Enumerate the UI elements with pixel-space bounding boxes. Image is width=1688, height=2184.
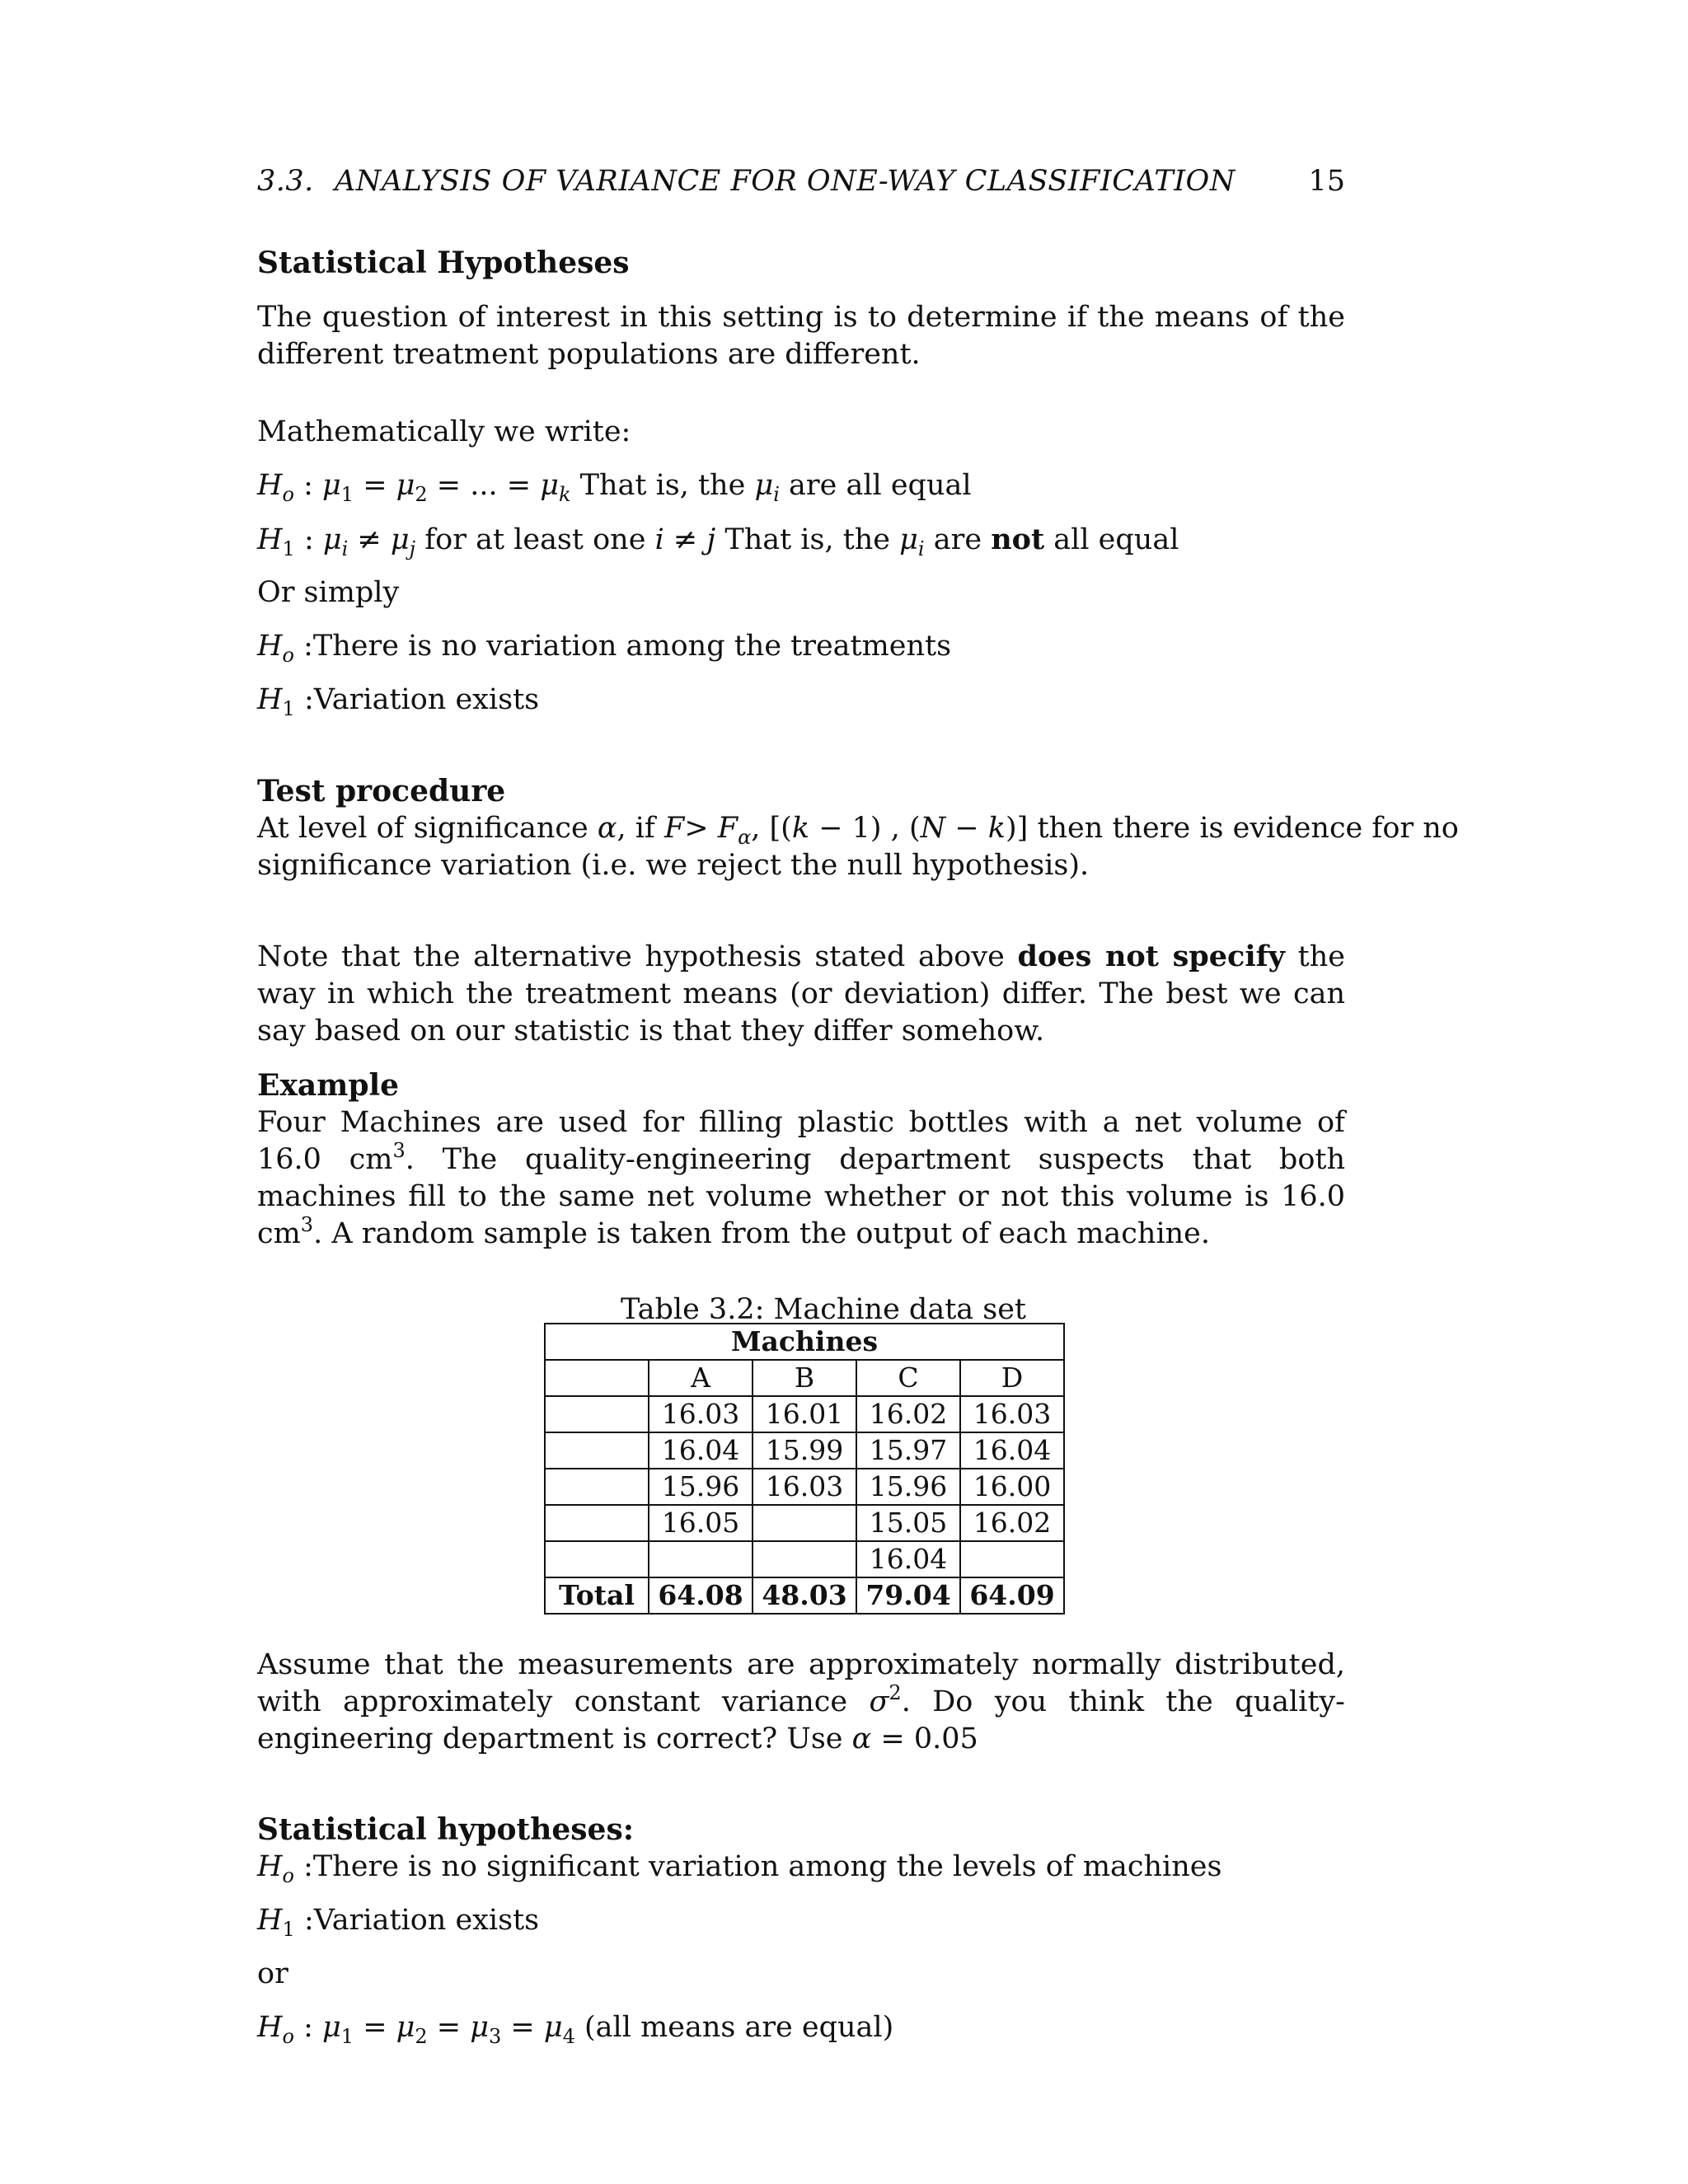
table-cell: 15.97 (856, 1432, 960, 1469)
group-header: Machines (545, 1324, 1064, 1360)
total-cell: 48.03 (753, 1577, 856, 1614)
assume-a: Assume that the measurements are approximately normally distributed, with approximately constant variance (257, 1648, 1345, 1718)
statistical-hypotheses-heading: Statistical Hypotheses (257, 246, 630, 280)
note-b: the way in which the treatment means (or deviation) differ. The best we can say based on our statistic is that they differ somehow. (257, 940, 1345, 1047)
example-c: . A random sample is taken from the output of each machine. (313, 1217, 1211, 1250)
table-cell: 16.04 (649, 1432, 753, 1469)
table-cell: 16.05 (649, 1505, 753, 1541)
table-cell: 16.00 (960, 1469, 1064, 1505)
test-proc-c: then there is evidence for no (1037, 812, 1459, 845)
table-row (545, 1541, 1064, 1577)
note-a: Note that the alternative hypothesis stated above (257, 940, 1005, 973)
example-h0-text: :There is no significant variation among the levels of machines (303, 1850, 1222, 1883)
h0-simple-text: :There is no variation among the treatments (303, 630, 952, 663)
total-cell: 79.04 (856, 1577, 960, 1614)
table-cell: 16.03 (753, 1469, 856, 1505)
assume-paragraph: Assume that the measurements are approximately normally distributed, with approximately constant variance $\sigma^2$. Do you think the quality-engineering department is correct? Use α = 0.05 (257, 1648, 1345, 1755)
h1-simple: $H_1$ :Variation exists (257, 683, 540, 720)
table-cell (753, 1505, 856, 1541)
table-cell: 16.02 (856, 1396, 960, 1432)
table-column-header-row (545, 1360, 1064, 1396)
test-procedure-line1: At level of significance α, if $F> F_\alpha$, [(k − 1) , (N − k)] then there is evidence for no (257, 812, 1459, 849)
table-row (545, 1469, 1064, 1505)
example-b: . The quality-engineering department suspects that both machines fill to the same net volume whether or not this volume is 16.0 cm (257, 1143, 1345, 1250)
h1-simple-text: :Variation exists (303, 683, 540, 716)
h1-text: That is, the (724, 523, 891, 556)
test-procedure-line2: significance variation (i.e. we reject the null hypothesis). (257, 849, 1090, 882)
column-header: A (649, 1360, 753, 1396)
section-number: 3.3. (257, 165, 314, 198)
table-row (545, 1396, 1064, 1432)
table-row (545, 1505, 1064, 1541)
h1-equation: $H_1$ : $\mu_i \ne \mu_j$ for at least one i ≠ j That is, the $\mu_i$ are not all equal (257, 523, 1179, 560)
table-cell (649, 1541, 753, 1577)
column-header: B (753, 1360, 856, 1396)
h1-not: not (991, 523, 1045, 556)
table-cell (960, 1541, 1064, 1577)
table-total-row (545, 1577, 1064, 1614)
machine-data-table (544, 1323, 1065, 1615)
table-cell (753, 1541, 856, 1577)
statistical-hypotheses-2-heading: Statistical hypotheses: (257, 1812, 634, 1847)
example-h1: $H_1$ :Variation exists (257, 1904, 540, 1941)
column-header: C (856, 1360, 960, 1396)
table-cell: 16.01 (753, 1396, 856, 1432)
test-proc-a: At level of significance (257, 812, 588, 845)
h1-are: are (933, 523, 982, 556)
h0-equation: $H_o$ : $\mu_1 = \mu_2$ = ... = $\mu_k$ That is, the $\mu_i$ are all equal (257, 469, 972, 506)
total-cell: 64.09 (960, 1577, 1064, 1614)
column-header: D (960, 1360, 1064, 1396)
table-cell: 15.99 (753, 1432, 856, 1469)
test-procedure-heading: Test procedure (257, 774, 506, 808)
chapter-title: ANALYSIS OF VARIANCE FOR ONE-WAY CLASSIFICATION (334, 165, 1236, 198)
table-group-header-row (545, 1324, 1064, 1360)
example-h0: $H_o$ :There is no significant variation among the levels of machines (257, 1850, 1222, 1887)
table-cell: 16.04 (960, 1432, 1064, 1469)
final-tail: (all means are equal) (584, 2011, 894, 2044)
total-label: Total (545, 1577, 649, 1614)
h0-text: That is, the (579, 469, 746, 502)
or-simply: Or simply (257, 576, 400, 609)
running-head (257, 163, 1345, 200)
table-cell: 16.02 (960, 1505, 1064, 1541)
h1-mid: for at least one (424, 523, 646, 556)
example-paragraph: Four Machines are used for filling plastic bottles with a net volume of 16.0 $cm^3$. The quality-engineering department suspects that both machines fill to the same net volume whether or not this volume is 16.0 $cm^3$. A random sample is taken from the output of each machine. (257, 1106, 1345, 1250)
note-bold: does not specify (1017, 940, 1286, 973)
h1-tail: all equal (1053, 523, 1179, 556)
example-a: Four Machines are used for filling plastic bottles with a net volume of 16.0 cm (257, 1106, 1345, 1176)
table-cell: 16.03 (960, 1396, 1064, 1432)
test-proc-b: , if (617, 812, 655, 845)
h0-simple: $H_o$ :There is no variation among the treatments (257, 630, 952, 667)
h0-tail: are all equal (789, 469, 972, 502)
page-number: 15 (1308, 165, 1345, 198)
table-cell: 16.04 (856, 1541, 960, 1577)
assume-c: = 0.05 (880, 1722, 978, 1755)
or-text: or (257, 1957, 288, 1990)
table-cell: 15.05 (856, 1505, 960, 1541)
table-cell: 15.96 (649, 1469, 753, 1505)
example-heading: Example (257, 1068, 400, 1103)
final-equation: $H_o$ : $\mu_1 = \mu_2 = \mu_3 = \mu_4$ (all means are equal) (257, 2011, 894, 2048)
total-cell: 64.08 (649, 1577, 753, 1614)
note-paragraph (257, 938, 1345, 1050)
table-caption: Table 3.2: Machine data set (621, 1293, 1026, 1326)
table-cell: 15.96 (856, 1469, 960, 1505)
table-cell: 16.03 (649, 1396, 753, 1432)
assume-b: . Do you think the quality-engineering department is correct? Use (257, 1685, 1345, 1755)
math-intro: Mathematically we write: (257, 415, 631, 448)
example-h1-text: :Variation exists (303, 1904, 540, 1937)
intro-paragraph: The question of interest in this setting is to determine if the means of the different treatment populations are different. (257, 301, 1345, 371)
table-row (545, 1432, 1064, 1469)
